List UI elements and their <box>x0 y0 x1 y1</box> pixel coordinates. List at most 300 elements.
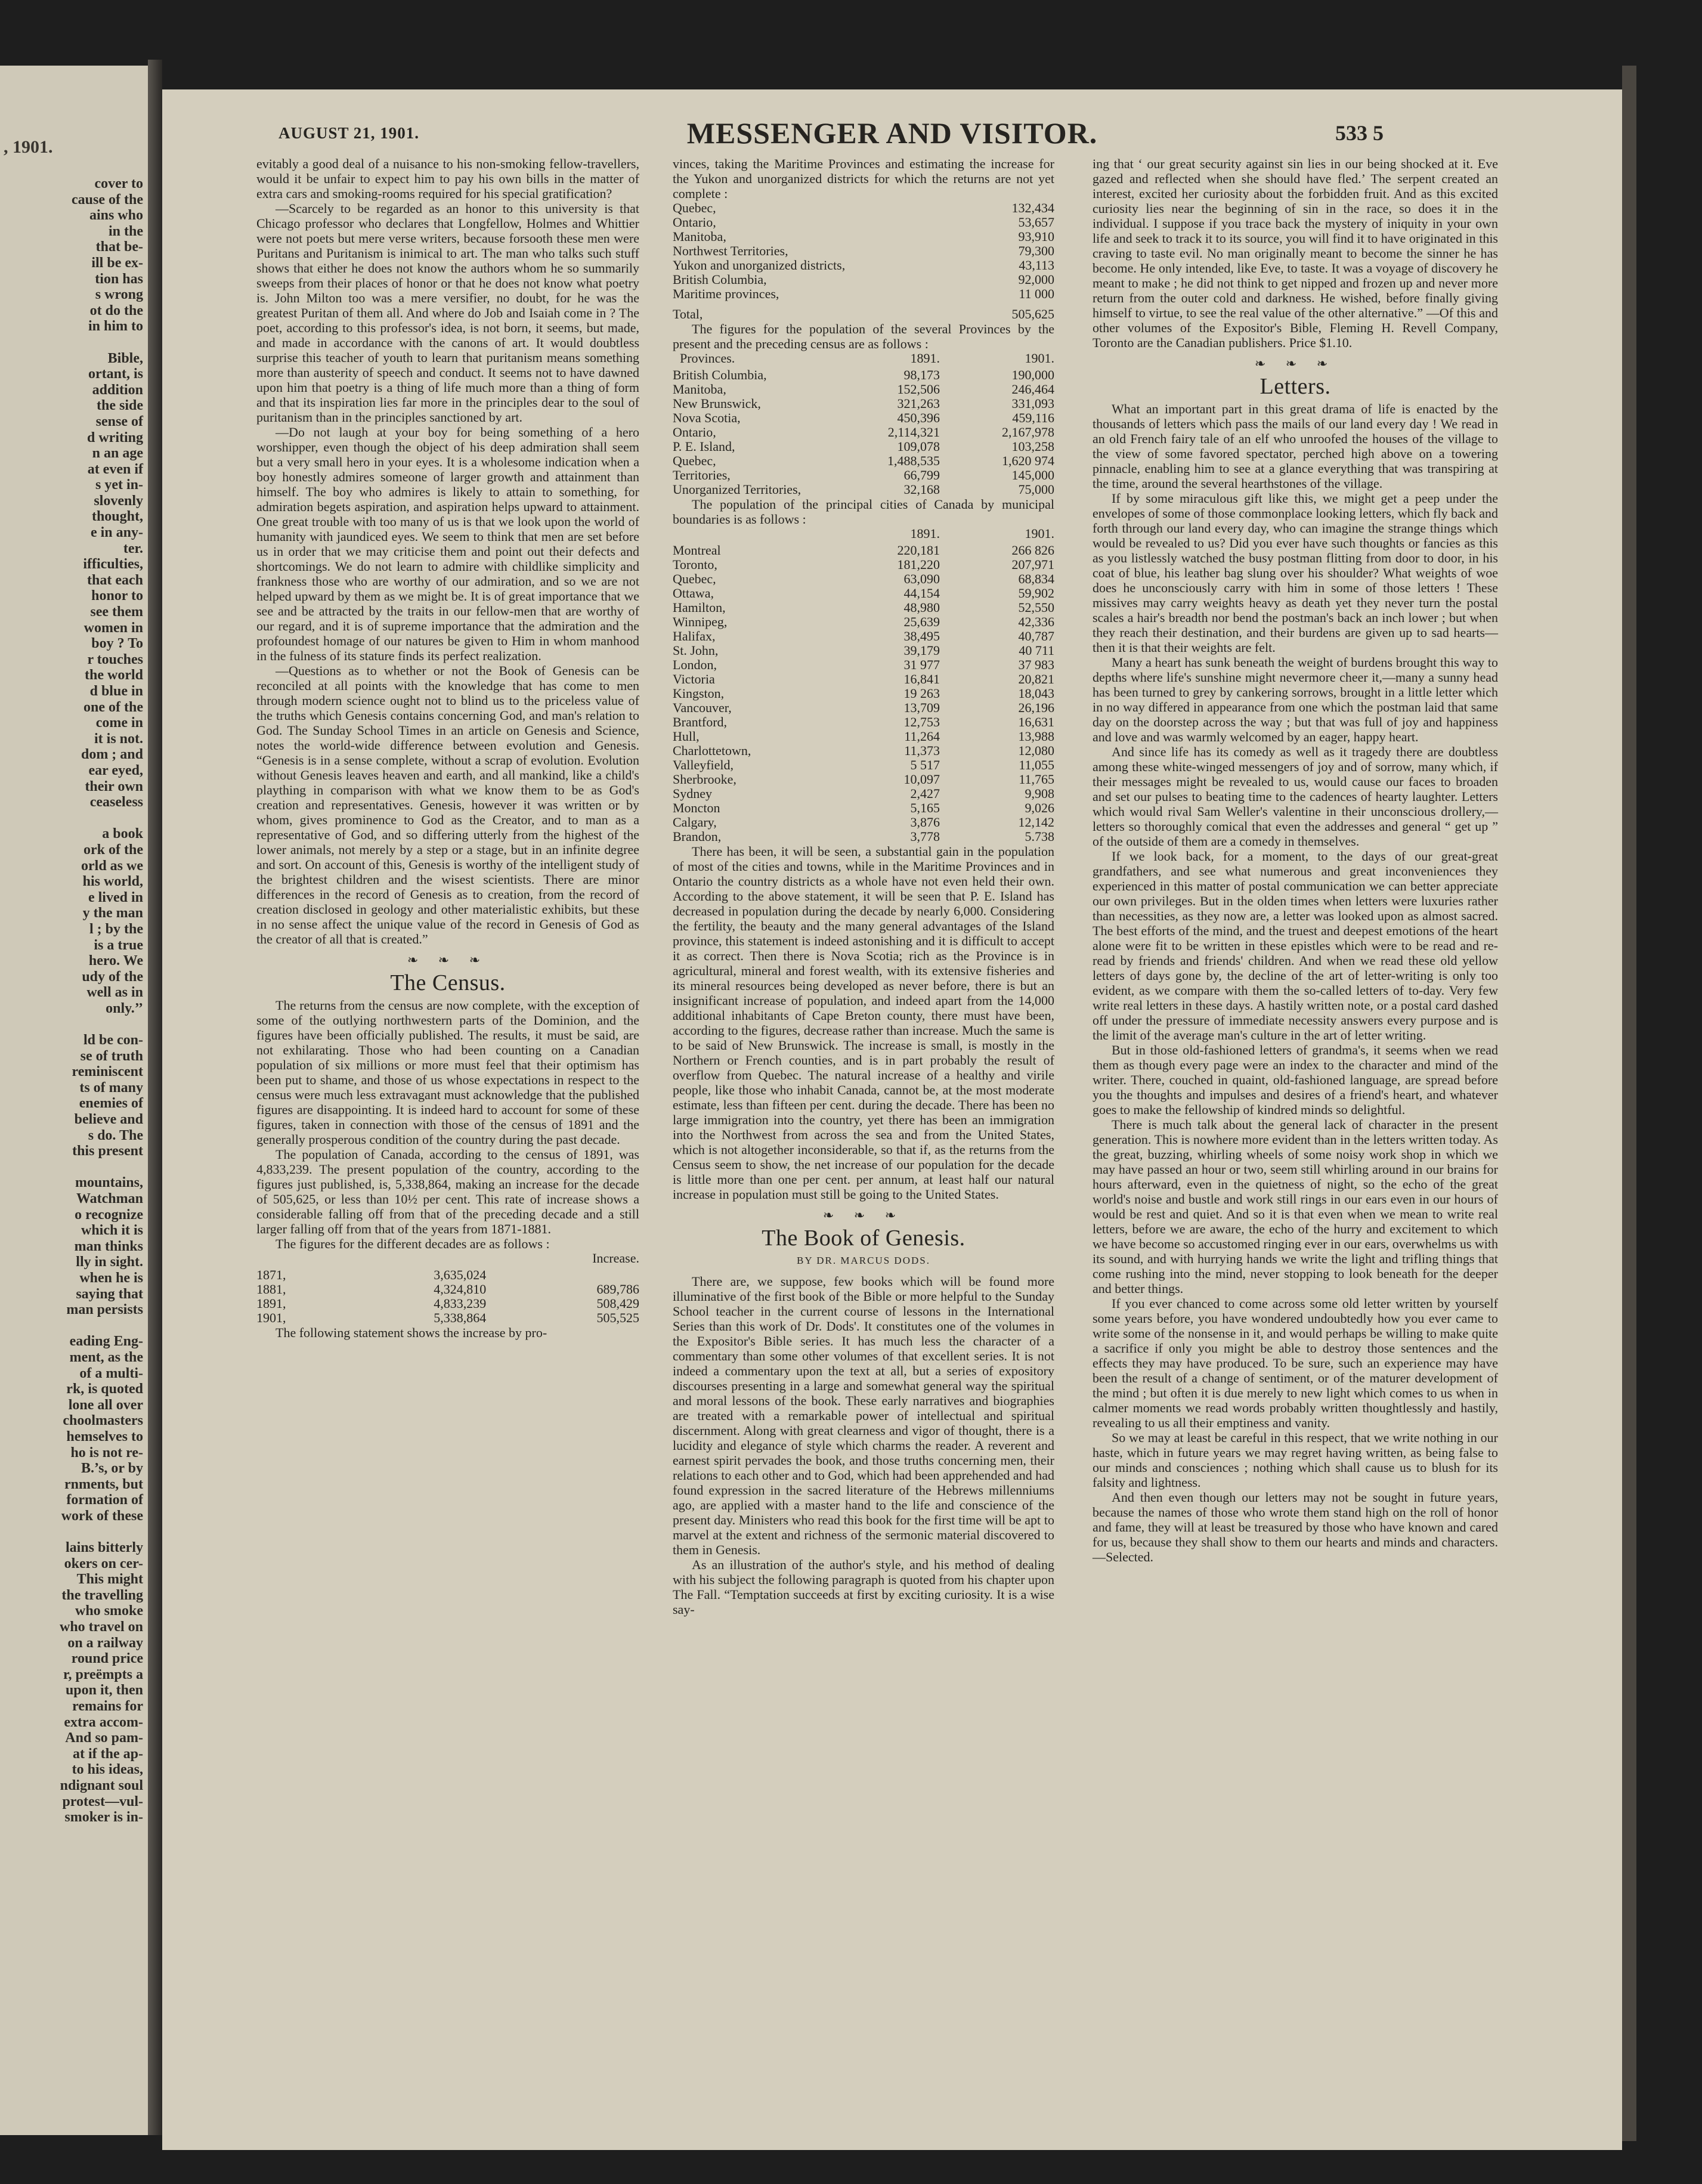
population-1891-cell: 220,181 <box>897 543 940 558</box>
editorial-paragraph: —Scarcely to be regarded as an honor to this university is that Chicago professor who declares that Longfellow, Holmes and Whittier were not poets but mere verse writers, because forsooth these men were Puritans and Puritanism is inimical to art. The man who talks such stuff shows that either he does not know the authors whom he so summarily sweeps from their places of honor or that he does not know what poetry is. John Milton too was a mere versifier, no doubt, for he was the greatest Puritan of them all. And where do Job and Isaiah come in ? The poet, according to this professor's idea, is not born, it seems, but made, and made in accordance with the canons of art. It would doubtless surprise this teacher of youth to learn that puritanism means something more than austerity of speech and conduct. It seems not to have dawned upon him that poetry is a thing of life much more than a thing of form and that its inspiration lies far more in the principles dear to the soul of puritanism than in the principles sanctioned by art. <box>256 201 639 425</box>
table-row <box>673 629 1054 644</box>
increase-cell: 132,434 <box>1011 200 1054 215</box>
column-2 <box>673 156 1054 1617</box>
table-row <box>256 1282 639 1297</box>
letters-heading: Letters. <box>1260 374 1331 399</box>
adjacent-page-line: the travelling <box>61 1587 143 1603</box>
table-row <box>673 830 1054 844</box>
population-1891-cell: 98,173 <box>903 367 940 382</box>
province-cell: Territories, <box>673 468 731 482</box>
population-1891-cell: 13,709 <box>903 700 940 715</box>
genesis-heading: The Book of Genesis. <box>762 1226 966 1251</box>
adjacent-page-line <box>2 335 143 351</box>
population-1901-cell: 52,550 <box>1018 600 1054 615</box>
newspaper-page <box>162 89 1622 2150</box>
adjacent-page-line <box>2 1524 143 1540</box>
table-row <box>673 672 1054 686</box>
adjacent-page-line: sense of <box>95 413 143 429</box>
increase-cell: 508,429 <box>596 1296 639 1311</box>
population-1891-cell: 19 263 <box>903 686 940 701</box>
population-1891-cell: 31 977 <box>903 657 940 672</box>
table-header-row <box>256 1251 639 1268</box>
adjacent-page-line: formation of <box>66 1492 143 1508</box>
population-cell: 5,338,864 <box>434 1310 487 1325</box>
adjacent-page-line: when he is <box>79 1270 143 1286</box>
table-row <box>673 815 1054 830</box>
table-row <box>673 615 1054 629</box>
adjacent-page-line: the world <box>85 667 143 683</box>
table-row <box>673 273 1054 287</box>
page-number: 533 5 <box>1335 121 1384 145</box>
province-cell: Quebec, <box>673 453 716 468</box>
city-cell: Ottawa, <box>673 586 714 601</box>
adjacent-page-line: his world, <box>82 874 143 890</box>
adjacent-page-line: a book <box>102 826 143 842</box>
province-cell: Unorganized Territories, <box>673 482 802 497</box>
population-1891-cell: 10,097 <box>903 772 940 787</box>
adjacent-page-line: which it is <box>81 1223 143 1239</box>
total-row <box>673 301 1054 321</box>
page-edge <box>1622 66 1636 2141</box>
region-cell: British Columbia, <box>673 272 767 287</box>
population-1891-cell: 2,114,321 <box>887 425 940 440</box>
table-row <box>673 644 1054 658</box>
letters-paragraph: If by some miraculous gift like this, we might get a peep under the envelopes of some of those commonplace looking letters, which fly back and forth through our land every day, who can imagine the strange things which would be revealed to us? Did you ever have such thoughts or fancies as this as you listlessly watched the busy postman flitting from door to door, in his coat of blue, his leather bag slung over his shoulder? What weights of woe does he unconsciously carry with him in some of those letters ! These missives may carry weights heavy as death yet they never turn the postal scales a hair's breadth nor bend the postman's back an inch lower ; but when they reach their destination, and their burdens are given up to sad hearts—then it is that their weights are felt. <box>1093 491 1498 655</box>
adjacent-page-line: man thinks <box>74 1238 143 1254</box>
population-1901-cell: 16,631 <box>1018 714 1054 729</box>
decades-table <box>256 1251 639 1325</box>
adjacent-page-line: this present <box>72 1143 143 1159</box>
population-1901-cell: 5.738 <box>1025 829 1054 844</box>
increase-cell: 689,786 <box>596 1282 639 1297</box>
population-1891-cell: 44,154 <box>903 586 940 601</box>
province-cell: Ontario, <box>673 425 716 440</box>
population-1901-cell: 11,765 <box>1019 772 1054 787</box>
population-1891-cell: 12,753 <box>903 714 940 729</box>
adjacent-page-line: well as in <box>86 985 143 1001</box>
adjacent-page-line: see them <box>90 604 143 620</box>
population-1901-cell: 190,000 <box>1011 367 1054 382</box>
adjacent-page-line: slovenly <box>94 493 143 509</box>
adjacent-page-line: udy of the <box>82 969 143 985</box>
city-cell: Calgary, <box>673 815 717 830</box>
section-ornament: ❧ ❧ ❧ <box>822 1208 905 1223</box>
city-cell: Sherbrooke, <box>673 772 736 787</box>
adjacent-page-line: saying that <box>76 1286 143 1302</box>
adjacent-page-date: , 1901. <box>4 137 53 157</box>
table-row <box>673 572 1054 586</box>
population-1901-cell: 18,043 <box>1018 686 1054 701</box>
city-cell: Winnipeg, <box>673 614 728 629</box>
increase-cell: 43,113 <box>1019 258 1054 273</box>
letters-paragraph: If you ever chanced to come across some old letter written by yourself some years before, you have wondered undoubtedly how you ever came to write some of the nonsense in it, and would perhaps be willing to make quite a sacrifice if only you might be able to destroy those sentences and the effects they may have produced. To be sure, such an experience may have been the result of a change of sentiment, or of the maturer development of the mind ; but often it is due merely to new light which comes to us when in calmer moments we read words probably written thoughtlessly and hastily, revealing to us all their emptiness and vanity. <box>1093 1296 1498 1430</box>
adjacent-page-line: who travel on <box>60 1619 143 1635</box>
population-1901-cell: 37 983 <box>1018 657 1054 672</box>
adjacent-page-line: dom ; and <box>81 747 143 763</box>
table-row <box>673 586 1054 601</box>
masthead-title: MESSENGER AND VISITOR. <box>686 116 1098 150</box>
adjacent-page-line: enemies of <box>79 1096 143 1112</box>
population-1901-cell: 42,336 <box>1018 614 1054 629</box>
population-1901-cell: 11,055 <box>1019 757 1054 772</box>
table-row <box>673 215 1054 230</box>
population-1891-cell: 11,373 <box>904 743 940 758</box>
population-1901-cell: 266 826 <box>1011 543 1054 558</box>
adjacent-page-line: boy ? To <box>91 636 143 652</box>
cities-population-table <box>673 527 1054 844</box>
table-row <box>673 440 1054 454</box>
city-cell: Quebec, <box>673 571 716 586</box>
census-paragraph: There has been, it will be seen, a substantial gain in the population of most of the cities and towns, while in the Maritime Provinces and in Ontario the country districts as a whole have not even held their own. According to the above statement, it will be seen that P. E. Island has decreased in population during the decade by nearly 6,000. Considering the fertility, the beauty and the many general advantages of the Island province, this statement is indeed astonishing and it is difficult to accept it as correct. Then there is Nova Scotia; rich as the Province is in agricultural, mineral and forest wealth, with its extensive fisheries and its mineral resources being developed as never before, there is but an insignificant increase of population, and indeed apart from the 14,000 additional inhabitants of Cape Breton county, there must have been, according to the figures, decrease rather than increase. Much the same is to be said of New Brunswick. The increase is small, is mostly in the Northern or French counties, and is in part probably the result of overflow from Quebec. The natural increase of a healthy and virile people, like those who inhabit Canada, cannot be, at the most moderate estimate, less than fifteen per cent. during the decade. There has been no large immigration into the country, yet there has been an immigration into the Northwest from across the sea and from the United States, which is not altogether inconsiderable, so that if, as the returns from the Census seem to show, the net increase of our population for the decade is little more than one per cent. per annum, at least half our natural increase in population must still be going to the United States. <box>673 844 1054 1202</box>
adjacent-page-line: e in any- <box>90 525 143 541</box>
year-cell: 1901, <box>256 1310 286 1325</box>
adjacent-page-line: ter. <box>123 540 143 556</box>
population-1901-cell: 103,258 <box>1011 439 1054 454</box>
adjacent-page-line: one of the <box>83 699 143 715</box>
table-row <box>673 715 1054 729</box>
table-row <box>256 1311 639 1325</box>
increase-cell: 93,910 <box>1018 229 1054 244</box>
adjacent-page-line: work of these <box>61 1508 143 1524</box>
adjacent-page-line: at if the ap- <box>73 1746 143 1762</box>
adjacent-page-line: r, preëmpts a <box>63 1666 143 1682</box>
adjacent-page-line: l ; by the <box>89 921 143 937</box>
increase-cell: 53,657 <box>1018 215 1054 230</box>
adjacent-page-line: choolmasters <box>63 1413 143 1429</box>
adjacent-page-line: Watchman <box>76 1191 143 1207</box>
adjacent-page-line <box>2 1159 143 1175</box>
adjacent-page-line: addition <box>92 382 143 398</box>
letters-paragraph: Many a heart has sunk beneath the weight of burdens brought this way to depths where life's sunshine might nevermore cheer it,—many a sunny head has been turned to grey by cankering sorrows, brought in a little letter which in no way differed in appearance from one which the postman laid that same day on the doorstep across the way ; but that was full of joy and happiness and love and was warmly welcomed by an eager, happy heart. <box>1093 655 1498 744</box>
adjacent-page-line: ceaseless <box>89 794 143 811</box>
population-1901-cell: 20,821 <box>1018 672 1054 686</box>
population-1891-cell: 181,220 <box>897 557 940 572</box>
population-1891-cell: 2,427 <box>910 786 940 801</box>
population-1901-cell: 13,988 <box>1018 729 1054 744</box>
increase-cell: 505,525 <box>596 1310 639 1325</box>
adjacent-page-line: to his ideas, <box>72 1762 143 1778</box>
population-cell: 4,833,239 <box>434 1296 487 1311</box>
increase-cell: 79,300 <box>1018 243 1054 258</box>
population-1891-cell: 152,506 <box>897 382 940 397</box>
province-cell: Nova Scotia, <box>673 410 741 425</box>
letters-paragraph: But in those old-fashioned letters of grandma's, it seems when we read them as though every page were an index to the character and mind of the writer. There, couched in quaint, old-fashioned language, are spread before you the thoughts and impulses and desires of a friend's heart, and whatever goes to make the fellowship of kindred minds so delightful. <box>1093 1042 1498 1117</box>
adjacent-page-line: reminiscent <box>72 1064 143 1080</box>
table-row <box>673 601 1054 615</box>
adjacent-page-line: their own <box>85 778 143 794</box>
table-row <box>673 543 1054 558</box>
letters-paragraph: And then even though our letters may not be sought in future years, because the names of those who wrote them stand high on the roll of honor and fame, they will at least be treasured by those who have known and cared for us, because they shall show to them our hearts and minds and characters.—Selected. <box>1093 1490 1498 1564</box>
table-row <box>673 287 1054 301</box>
city-cell: Brantford, <box>673 714 728 729</box>
increase-header: Increase. <box>592 1251 639 1266</box>
city-cell: Halifax, <box>673 629 716 644</box>
adjacent-page-line: who smoke <box>75 1603 143 1619</box>
byline: BY DR. MARCUS DODS. <box>797 1255 930 1266</box>
population-1891-cell: 1,488,535 <box>887 453 940 468</box>
region-cell: Northwest Territories, <box>673 243 788 258</box>
total-label: Total, <box>673 307 703 321</box>
adjacent-page-line: This might <box>76 1572 143 1588</box>
table-row <box>673 658 1054 672</box>
table-row <box>673 368 1054 382</box>
adjacent-page-line: it is not. <box>94 731 143 747</box>
adjacent-page-line <box>2 1016 143 1032</box>
adjacent-page-line: mountains, <box>75 1175 143 1191</box>
adjacent-page-line: B.’s, or by <box>81 1461 143 1477</box>
adjacent-page-line: ts of many <box>79 1079 143 1096</box>
column-header: 1891. <box>910 526 940 541</box>
letters-paragraph: So we may at least be careful in this respect, that we write nothing in our haste, which in future years we may regret having written, as being false to our minds and consciences ; nothing which shall cause us to blush for its falsity and lightness. <box>1093 1430 1498 1490</box>
page-header <box>162 113 1622 155</box>
adjacent-page-line: n an age <box>92 446 143 462</box>
editorial-paragraph: —Do not laugh at your boy for being something of a hero worshipper, even though the object of his deep admiration shall seem but a very small hero in your eyes. It is a wholesome indication when a boy honestly admires someone of larger growth and attainment than himself. The boy who admires is likely to attain to something, for admiration begets aspiration, and aspiration helps upward to attainment. One great trouble with too many of us is that we look upon the world of humanity with jaundiced eyes. We seem to think that men are set before us in order that we may criticise them and point out their defects and shortcomings. We do not learn to admire with childlike simplicity and frankness those who are worthy of our admiration, and so we are not helped upward by them as we might be. It is of great importance that we see and be attracted by the traits in our fellow-men that are worthy of our regard, and it is of supreme importance that the admiration and the profoundest homage of our natures be given to Him in whom manhood in the fulness of its stature finds its perfect realization. <box>256 425 639 663</box>
adjacent-page-line: on a railway <box>67 1635 143 1651</box>
adjacent-page-line: rk, is quoted <box>66 1381 143 1397</box>
population-1891-cell: 16,841 <box>903 672 940 686</box>
city-cell: Sydney <box>673 786 712 801</box>
letters-paragraph: There is much talk about the general lack of character in the present generation. This is nowhere more evident than in the letters written today. As the great, buzzing, whirling wheels of some noisy work shop in which we may have passed an hour or two, seem still whirling around in our brains for hours afterward, even in the quietness of night, so the echo of the great world's noise and bustle and work still rings in our ears even in our hours of would be rest and quiet. And so it is that even when we mean to write real letters, before we are aware, the echo of the hurry and excitement to which we have become so accustomed ringing ever in our ears, overwhelms us with its sound, and with hurrying hands we write the light and trifling things that come rushing into the mind, never stopping to look beneath for the deeper and better things. <box>1093 1117 1498 1296</box>
column-1 <box>256 156 639 1340</box>
adjacent-page-line: smoker is in- <box>64 1809 143 1826</box>
province-cell: Manitoba, <box>673 382 726 397</box>
review-paragraph: As an illustration of the author's style, and his method of dealing with his subject the following paragraph is quoted from his chapter upon The Fall. “Temptation succeeds at first by exciting curiosity. It is a wise say- <box>673 1557 1054 1617</box>
header-date: AUGUST 21, 1901. <box>278 124 420 142</box>
adjacent-page-line <box>2 811 143 827</box>
adjacent-page-line: honor to <box>91 588 143 604</box>
population-1891-cell: 66,799 <box>903 468 940 482</box>
census-paragraph: The returns from the census are now complete, with the exception of some of the outlying northwestern parts of the Dominion, and the figures have been officially published. The results, it must be said, are not exhilarating. Those who had been counting on a Canadian population of six millions or more must feel that their optimism has been put to shame, and those of us whose expectations in respect to the census were much less extravagant must acknowledge that the published figures are disappointing. It is indeed hard to account for some of these figures, taken in connection with those of the census of 1891 and the generally prosperous condition of the country during the past decade. <box>256 998 639 1147</box>
adjacent-page-line: d writing <box>86 429 143 446</box>
population-1901-cell: 12,142 <box>1018 815 1054 830</box>
adjacent-page-line: ifficulties, <box>83 556 143 573</box>
adjacent-page-line: e lived in <box>88 889 143 905</box>
city-cell: St. John, <box>673 643 719 658</box>
table-row <box>673 244 1054 258</box>
city-cell: Kingston, <box>673 686 725 701</box>
population-1901-cell: 26,196 <box>1018 700 1054 715</box>
increase-by-province-table <box>673 201 1054 321</box>
adjacent-page-line: ork of the <box>83 842 143 858</box>
population-1901-cell: 1,620 974 <box>1002 453 1054 468</box>
letters-paragraph: If we look back, for a moment, to the days of our great-great grandfathers, and see what numerous and great inconveniences they experienced in this matter of postal communication we can better appreciate our own privileges. But in the olden times when letters were luxuries rather than necessities, as they now are, a letter was looked upon as almost sacred. The best efforts of the mind, and the truest and deepest emotions of the heart alone were fit to be written in these epistles which were to be read and re-read by friends and friends' children. And when we read these old yellow letters of days gone by, the decline of the art of letter-writing is only too evident, as we compare with them the so-called letters of to-day. Very few write real letters in these days. A hastily written note, or a postal card dashed off under the pressure of immediate necessity answers every purpose and is the limit of the average man's culture in the art of letter writing. <box>1093 849 1498 1042</box>
adjacent-page-line: only.’’ <box>106 1000 143 1016</box>
adjacent-page-line: that each <box>87 572 143 588</box>
table-row <box>673 558 1054 572</box>
table-row <box>673 411 1054 425</box>
table-row <box>673 454 1054 468</box>
adjacent-page-line: protest—vul- <box>62 1793 143 1809</box>
adjacent-page-line: of a multi- <box>79 1365 143 1381</box>
city-cell: Hamilton, <box>673 600 726 615</box>
adjacent-page-line: y the man <box>82 905 143 921</box>
increase-cell <box>486 1268 639 1282</box>
section-ornament: ❧ ❧ ❧ <box>407 952 489 967</box>
table-row <box>673 201 1054 215</box>
adjacent-page-line <box>2 1318 143 1334</box>
adjacent-page-line: ho is not re- <box>70 1444 143 1461</box>
adjacent-page-line: ains who <box>89 208 143 224</box>
city-cell: Victoria <box>673 672 715 686</box>
adjacent-page-line: tion has <box>95 271 143 287</box>
adjacent-page-line: at even if <box>87 461 143 477</box>
adjacent-page-line: rnments, but <box>64 1476 143 1492</box>
adjacent-page-line: the side <box>97 398 143 414</box>
table-row <box>673 801 1054 815</box>
table-row <box>673 397 1054 411</box>
region-cell: Ontario, <box>673 215 716 230</box>
table-row <box>673 686 1054 701</box>
census-heading: The Census. <box>390 970 506 995</box>
adjacent-page-line: cover to <box>94 176 143 191</box>
population-1901-cell: 331,093 <box>1011 396 1054 411</box>
table-row <box>673 468 1054 482</box>
adjacent-page-line: s do. The <box>88 1127 143 1143</box>
region-cell: Maritime provinces, <box>673 286 779 301</box>
table-row <box>673 729 1054 744</box>
total-value: 505,625 <box>1011 307 1054 321</box>
year-cell: 1871, <box>256 1267 286 1282</box>
city-cell: Toronto, <box>673 557 717 572</box>
year-cell: 1881, <box>256 1282 286 1297</box>
letters-paragraph: What an important part in this great drama of life is enacted by the thousands of letters which pass the mails of our land every day ! We read in an old French fairy tale of an elf who unroofed the houses of the village to the view of some favored spectator, perched high above on a towering pinnacle, enabling him to see at a glance everything that was transpiring at the time, around the several hearthstones of the village. <box>1093 401 1498 491</box>
increase-cell: 92,000 <box>1018 272 1054 287</box>
adjacent-page-line: come in <box>95 715 143 731</box>
province-cell: British Columbia, <box>673 367 767 382</box>
population-1901-cell: 40 711 <box>1019 643 1054 658</box>
adjacent-page-line: upon it, then <box>65 1682 143 1699</box>
province-cell: P. E. Island, <box>673 439 735 454</box>
adjacent-page-line: d blue in <box>89 683 143 699</box>
population-1891-cell: 25,639 <box>903 614 940 629</box>
adjacent-page-line: se of truth <box>80 1048 143 1064</box>
adjacent-page-line: s wrong <box>95 287 143 303</box>
region-cell: Yukon and unorganized districts, <box>673 258 846 273</box>
table-row <box>673 230 1054 244</box>
population-cell: 3,635,024 <box>434 1267 487 1282</box>
population-1901-cell: 459,116 <box>1012 410 1054 425</box>
table-row <box>256 1268 639 1282</box>
cities-intro: The population of the principal cities of Canada by municipal boundaries is as follows : <box>673 497 1054 527</box>
editorial-paragraph: evitably a good deal of a nuisance to his non-smoking fellow-travellers, would it be unfair to expect him to pay his own bills in the matter of extra cars and smoking-rooms required for his special gratification? <box>256 156 639 201</box>
adjacent-page-line: is a true <box>94 937 143 953</box>
table-row <box>673 772 1054 787</box>
population-1891-cell: 3,876 <box>910 815 940 830</box>
adjacent-page-line: eading Eng- <box>69 1334 143 1350</box>
adjacent-page-line: And so pam- <box>65 1730 143 1746</box>
adjacent-page-line: lly in sight. <box>76 1254 143 1270</box>
census-paragraph: The figures for the different decades are as follows : <box>276 1236 550 1251</box>
population-1901-cell: 246,464 <box>1011 382 1054 397</box>
population-1901-cell: 2,167,978 <box>1002 425 1054 440</box>
column-3 <box>1093 156 1498 1564</box>
province-intro: The figures for the population of the several Provinces by the present and the preceding census are as follows : <box>673 321 1054 351</box>
table-row <box>673 482 1054 497</box>
city-cell: London, <box>673 657 717 672</box>
table-row <box>673 382 1054 397</box>
adjacent-page-line: ill be ex- <box>91 255 143 271</box>
increase-cell: 11 000 <box>1019 286 1054 301</box>
review-paragraph: There are, we suppose, few books which will be found more illuminative of the first book of the Bible or more helpful to the Sunday School teacher in the current course of lessons in the International Series than this work of Dr. Dods'. It constitutes one of the volumes in the Expositor's Bible series. It has much less the character of a commentary than some other volumes of that excellent series. It is not indeed a commentary upon the text at all, but a series of expository discourses presenting in a large and somewhat general way the spiritual and moral lessons of the book. These early narratives and biographies are treated with a remarkable power of intellectual and spiritual discernment. Along with great clearness and vigor of thought, there is a lucidity and elegance of style which charms the reader. A reverent and earnest spirit pervades the book, and those truths concerning men, their relations to each other and to God, which had been apprehended and had found expression in the sacred literature of the Hebrews millenniums ago, are applied with a master hand to the life and conscience of the present day. Ministers who read this book for the first time will be apt to marvel at the extent and richness of the sermonic material discovered to them in Genesis. <box>673 1274 1054 1557</box>
population-cell: 4,324,810 <box>434 1282 487 1297</box>
city-cell: Vancouver, <box>673 700 732 715</box>
year-cell: 1891, <box>256 1296 286 1311</box>
census-paragraph: The population of Canada, according to the census of 1891, was 4,833,239. The present population of the country, according to the figures just published, is, 5,338,864, making an increase for the decade of 505,625, or less than 10½ per cent. This rate of increase shows a considerable falling off from that of the preceding decade and a still larger falling off from that of the years from 1871-1881. <box>256 1147 639 1236</box>
adjacent-page-line: ment, as the <box>69 1349 143 1365</box>
population-1901-cell: 145,000 <box>1011 468 1054 482</box>
adjacent-page-line: hero. We <box>88 953 143 969</box>
city-cell: Brandon, <box>673 829 722 844</box>
population-1901-cell: 40,787 <box>1018 629 1054 644</box>
table-row <box>673 701 1054 715</box>
city-cell: Moncton <box>673 800 720 815</box>
population-1891-cell: 450,396 <box>897 410 940 425</box>
population-1891-cell: 109,078 <box>897 439 940 454</box>
population-1901-cell: 68,834 <box>1018 571 1054 586</box>
region-cell: Quebec, <box>673 200 716 215</box>
population-1891-cell: 39,179 <box>903 643 940 658</box>
adjacent-page-line: women in <box>83 620 143 636</box>
population-1891-cell: 11,264 <box>904 729 940 744</box>
province-population-table <box>673 351 1054 497</box>
adjacent-page-line: remains for <box>72 1699 143 1714</box>
adjacent-page-line: ortant, is <box>88 366 143 382</box>
population-1901-cell: 9,026 <box>1025 800 1054 815</box>
adjacent-page-line: r touches <box>87 651 143 667</box>
province-cell: New Brunswick, <box>673 396 761 411</box>
binding-gutter <box>148 60 162 2135</box>
adjacent-page-line: lone all over <box>68 1397 143 1413</box>
adjacent-page-line: orld as we <box>81 858 143 874</box>
table-header-row <box>673 527 1054 543</box>
city-cell: Valleyfield, <box>673 757 734 772</box>
population-1891-cell: 5,165 <box>910 800 940 815</box>
table-row <box>673 258 1054 273</box>
population-1901-cell: 9,908 <box>1025 786 1054 801</box>
region-cell: Manitoba, <box>673 229 726 244</box>
adjacent-page-line: extra accom- <box>64 1714 143 1730</box>
city-cell: Hull, <box>673 729 700 744</box>
adjacent-page-line: round price <box>71 1651 143 1667</box>
review-continuation: ing that ‘ our great security against sin lies in our being shocked at it. Eve gazed and reflected when she should have fled.’ The serpent created an interest, excited her curiosity about the forbidden fruit. And as this excited curiosity lies near the beginning of sin in the race, so does it in the individual. I suppose if you trace back the mystery of iniquity in your own life and seek to track it to its source, you will find it to have originated in this craving to taste evil. No man originally meant to become the sinner he has become. He only intended, like Eve, to taste. It was a voyage of discovery he meant to make ; he did not think to get nipped and frozen up and never more return from the outer cold and darkness. He wished, before finally giving himself to virtue, to see the real value of the other alternative.” —Of this and other volumes of the Expositor's Bible, Fleming H. Revell Company, Toronto are the Canadian publishers. Price $1.10. <box>1093 156 1498 350</box>
adjacent-page-line: in the <box>108 223 143 239</box>
table-row <box>673 425 1054 440</box>
adjacent-page-line: ndignant soul <box>60 1777 143 1793</box>
city-cell: Montreal <box>673 543 721 558</box>
population-1891-cell: 3,778 <box>910 829 940 844</box>
adjacent-page-line: man persists <box>66 1302 143 1318</box>
editorial-paragraph: —Questions as to whether or not the Book of Genesis can be reconciled at all points with the knowledge that has come to men through modern science ought not to blind us to the priceless value of the truths which Genesis contains concerning God, and man's relation to God. The Sunday School Times in an article on Genesis and Science, notes the world-wide difference between evolution and Genesis. “Genesis is in a sense complete, without a scrap of evolution. Evolution without Genesis leaves heaven and earth, and all mankind, like a child's plaything in comparison with what we know them to be as God's creation and representatives. Genesis, however it was written or by whom, gives prominence to God as the Creator, and to man as a representative of God, and so differing utterly from the highest of the lower animals, not merely by a step or a stage, but in an infinite degree and sort. On account of this, Genesis is worthy of the intelligent study of the brightest children and the wisest scientists. There are minor differences in the record of Genesis as to creation, from the record of creation disclosed in geology and other materialistic exhibits, but these in no sense affect the unique value of the record in Genesis of God as the creator of all that is created.” <box>256 663 639 946</box>
adjacent-page-line: cause of the <box>72 191 143 208</box>
column-header: 1891. <box>910 351 940 366</box>
population-1891-cell: 38,495 <box>903 629 940 644</box>
adjacent-page-line: s yet in- <box>95 477 143 493</box>
adjacent-page-line: ld be con- <box>83 1032 143 1048</box>
table-row <box>256 1297 639 1311</box>
adjacent-page-line: believe and <box>74 1112 143 1128</box>
adjacent-page-line: hemselves to <box>66 1428 143 1444</box>
adjacent-page-line: that be- <box>95 239 143 255</box>
adjacent-page-line: o recognize <box>75 1207 143 1223</box>
column-header: Provinces. <box>680 351 735 366</box>
city-cell: Charlottetown, <box>673 743 751 758</box>
adjacent-page-fragment <box>0 66 149 2135</box>
adjacent-page-line: Bible, <box>107 350 143 366</box>
population-1891-cell: 321,263 <box>897 396 940 411</box>
population-1901-cell: 207,971 <box>1011 557 1054 572</box>
population-1901-cell: 12,080 <box>1018 743 1054 758</box>
census-continuation: vinces, taking the Maritime Provinces and estimating the increase for the Yukon and unorganized districts for which the returns are not yet complete : <box>673 156 1054 201</box>
